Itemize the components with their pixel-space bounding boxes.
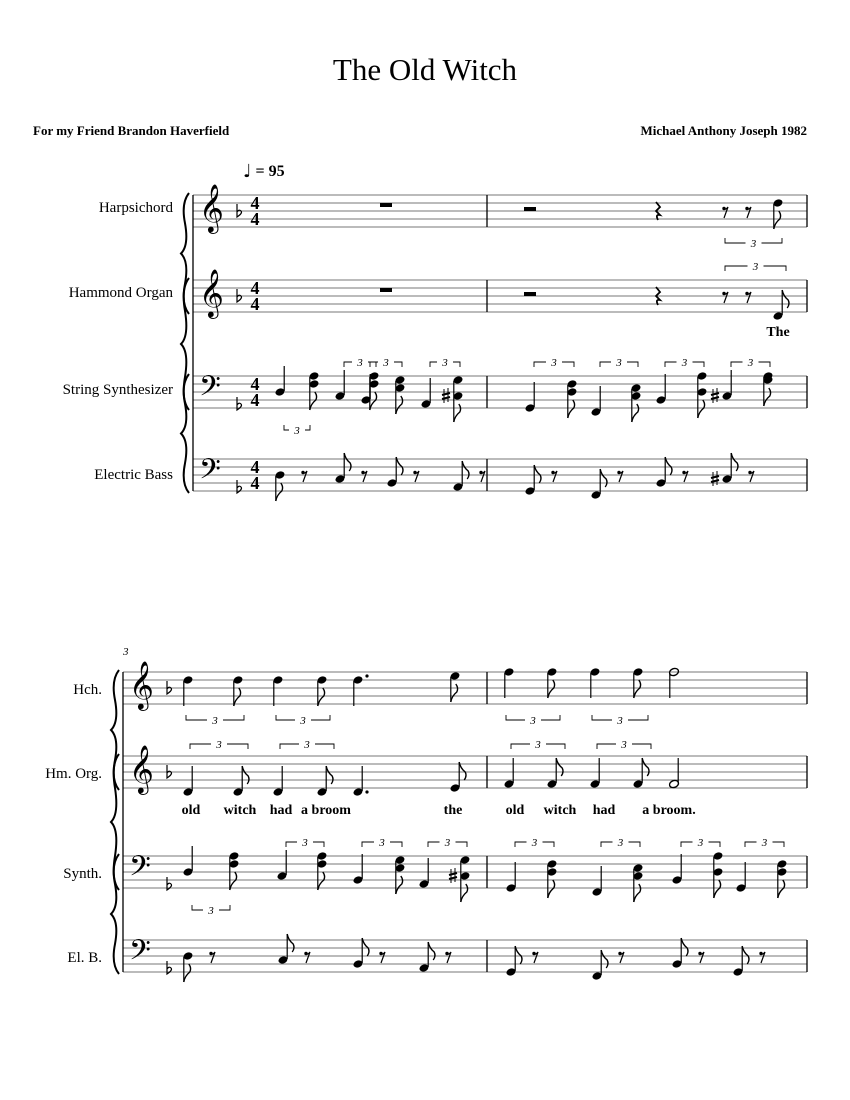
lyric-syllable: a broom — [301, 803, 351, 818]
time-signature: 4 — [250, 278, 260, 298]
tuplet-number: 3 — [208, 905, 214, 917]
tuplet-number: 3 — [750, 238, 757, 250]
brace-icon — [111, 854, 119, 974]
instrument-name-hammond-organ: Hammond Organ — [68, 285, 173, 301]
treble-clef-icon: 𝄞 — [199, 268, 224, 317]
treble-clef-icon: 𝄞 — [199, 183, 224, 232]
tempo-value: = 95 — [255, 162, 285, 180]
lyric-syllable: witch — [543, 803, 577, 818]
lyric-syllable: had — [269, 803, 293, 818]
key-signature-flat-icon — [167, 681, 172, 694]
tuplet-number: 3 — [302, 837, 308, 849]
key-signature-flat-icon — [237, 204, 242, 217]
time-signature: 4 — [250, 457, 260, 477]
treble-clef-icon: 𝄞 — [129, 744, 154, 793]
instrument-abbrev-electric-bass: El. B. — [67, 950, 102, 966]
time-signature: 4 — [250, 294, 260, 314]
bass-clef-icon: 𝄢 — [199, 453, 221, 493]
tuplet-number: 3 — [535, 739, 541, 751]
brace-icon — [111, 670, 119, 790]
time-signature: 4 — [250, 193, 260, 213]
time-signature: 4 — [250, 374, 260, 394]
instrument-abbrev-hammond-organ: Hm. Org. — [45, 766, 102, 782]
instrument-name-electric-bass: Electric Bass — [94, 467, 173, 483]
lyric-syllable: a broom. — [642, 803, 696, 818]
system-1 — [181, 183, 807, 501]
time-signature: 4 — [250, 390, 260, 410]
composer: Michael Anthony Joseph 1982 — [640, 123, 807, 138]
whole-rest-icon — [380, 203, 392, 207]
tuplet-number: 3 — [444, 837, 451, 849]
system-2 — [111, 660, 807, 982]
whole-rest-icon — [380, 288, 392, 292]
brace-icon — [181, 278, 189, 410]
half-rest-icon — [524, 292, 536, 296]
tuplet-number: 3 — [383, 357, 389, 369]
treble-clef-icon: 𝄞 — [129, 660, 154, 709]
tuplet-number: 3 — [300, 715, 306, 727]
half-rest-icon — [524, 207, 536, 211]
tuplet-number: 3 — [212, 715, 218, 727]
tuplet-number: 3 — [357, 357, 363, 369]
tuplet-number: 3 — [304, 739, 310, 751]
instrument-name-string-synthesizer: String Synthesizer — [62, 382, 173, 398]
tuplet-number: 3 — [621, 739, 627, 751]
instrument-name-harpsichord: Harpsichord — [98, 200, 173, 216]
brace-icon — [111, 754, 119, 890]
tuplet-number: 3 — [442, 357, 448, 369]
bass-clef-icon: 𝄢 — [129, 850, 151, 890]
dedication: For my Friend Brandon Haverfield — [33, 123, 230, 138]
lyric-syllable: old — [505, 803, 525, 818]
tuplet-number: 3 — [551, 357, 557, 369]
lyric-syllable: had — [592, 803, 616, 818]
bass-clef-icon: 𝄢 — [129, 934, 151, 974]
lyric-syllable: witch — [223, 803, 257, 818]
key-signature-flat-icon — [237, 289, 242, 302]
tuplet-number: 3 — [294, 425, 300, 437]
tuplet-number: 3 — [617, 837, 624, 849]
tuplet-number: 3 — [617, 715, 623, 727]
brace-icon — [181, 374, 189, 493]
brace-icon — [181, 193, 189, 314]
tuplet-number: 3 — [681, 357, 688, 369]
lyric-syllable: the — [443, 803, 463, 818]
instrument-abbrev-harpsichord: Hch. — [73, 682, 102, 698]
quarter-note-icon: ♩ — [243, 161, 252, 182]
tuplet-number: 3 — [379, 837, 385, 849]
bar-number: 3 — [123, 646, 129, 658]
time-signature: 4 — [250, 473, 260, 493]
score-systems — [111, 183, 807, 982]
tuplet-number: 3 — [761, 837, 768, 849]
tuplet-number: 3 — [747, 357, 754, 369]
tuplet-number: 3 — [531, 837, 538, 849]
key-signature-flat-icon — [167, 765, 172, 778]
score-title: The Old Witch — [332, 52, 518, 87]
tuplet-number: 3 — [216, 739, 222, 751]
bass-clef-icon: 𝄢 — [199, 370, 221, 410]
time-signature: 4 — [250, 209, 260, 229]
instrument-abbrev-synth: Synth. — [63, 866, 102, 882]
tuplet-number: 3 — [530, 715, 536, 727]
tuplet-number: 3 — [616, 357, 622, 369]
tuplet-number: 3 — [697, 837, 704, 849]
tuplet-number: 3 — [752, 261, 759, 273]
lyric-syllable: The — [766, 325, 790, 340]
lyric-syllable: old — [181, 803, 201, 818]
